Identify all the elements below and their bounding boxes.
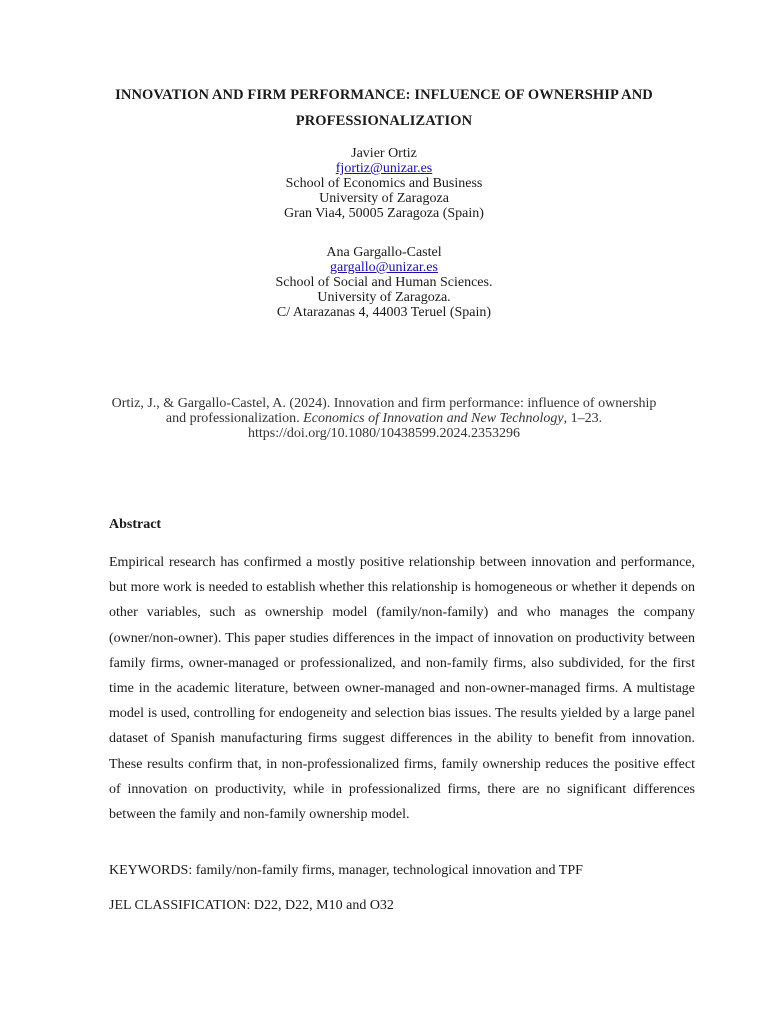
- author-email-link[interactable]: gargallo@unizar.es: [330, 260, 438, 275]
- citation-journal: Economics of Innovation and New Technology: [303, 411, 564, 426]
- author-name: Ana Gargallo-Castel: [326, 245, 442, 260]
- citation-pages: , 1–23.: [563, 411, 603, 426]
- citation-authors-title: Ortiz, J., & Gargallo-Castel, A. (2024). Innovation and firm performance: influence of ownership and professionalization.: [111, 396, 657, 426]
- keywords-line: KEYWORDS: family/non-family firms, manager, technological innovation and TPF: [109, 863, 583, 878]
- paper-title: [60, 82, 708, 134]
- author-block-2: [100, 245, 668, 320]
- citation-block: [100, 396, 668, 441]
- author-address: C/ Atarazanas 4, 44003 Teruel (Spain): [276, 305, 492, 320]
- author-email-link[interactable]: fjortiz@unizar.es: [335, 161, 433, 176]
- author-address: Gran Via4, 50005 Zaragoza (Spain): [284, 206, 484, 221]
- paper-title-line-2: PROFESSIONALIZATION: [295, 113, 473, 129]
- author-block-1: [100, 146, 668, 221]
- abstract-text: Empirical research has confirmed a mostly positive relationship between innovation and performance, but more work is needed to establish whether this relationship is homogeneous or whether it depends on other variables, such as ownership model (family/non-family) and who manages the company (owner/non-owner). This paper studies differences in the impact of innovation on productivity between family firms, owner-managed or professionalized, and non-family firms, also subdivided, for the first time in the academic literature, between owner-managed and non-owner-managed firms. A multistage model is used, controlling for endogeneity and selection bias issues. The results yielded by a large panel dataset of Spanish manufacturing firms suggest differences in the ability to benefit from innovation. These results confirm that, in non-professionalized firms, family ownership reduces the positive effect of innovation on productivity, while in professionalized firms, there are no significant differences between the family and non-family ownership model.: [109, 555, 695, 823]
- author-affiliation: School of Social and Human Sciences.: [275, 275, 493, 290]
- jel-classification-line: JEL CLASSIFICATION: D22, D22, M10 and O32: [109, 898, 394, 913]
- author-affiliation: School of Economics and Business: [285, 176, 483, 191]
- author-university: University of Zaragoza.: [317, 290, 451, 305]
- citation-text: [100, 396, 668, 426]
- author-university: University of Zaragoza: [319, 191, 449, 206]
- paper-title-line-1: INNOVATION AND FIRM PERFORMANCE: INFLUENCE OF OWNERSHIP AND: [115, 87, 653, 103]
- citation-doi: https://doi.org/10.1080/10438599.2024.2353296: [248, 426, 520, 441]
- abstract-heading: Abstract: [109, 517, 162, 532]
- author-name: Javier Ortiz: [351, 146, 417, 161]
